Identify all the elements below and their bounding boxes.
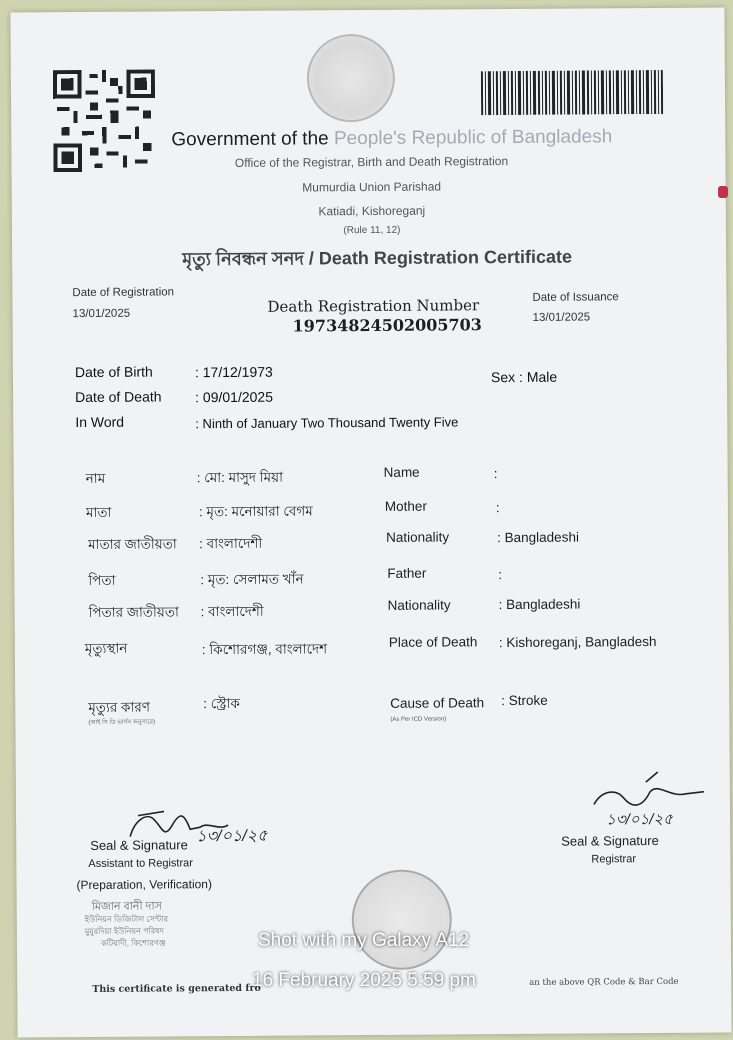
cause-note-bn: (আই সি ডি ভার্সন অনুসারে): [88, 719, 155, 726]
row-father-en-value: :: [498, 567, 503, 583]
row-cause-en-value: : Stroke: [501, 692, 548, 709]
row-name-en-label: Name: [383, 464, 420, 480]
dob-label: Date of Birth: [74, 363, 153, 381]
left-seal-label: Seal & Signature: [90, 837, 188, 853]
row-place-en-label: Place of Death: [388, 634, 478, 650]
row-mother-en-value: :: [495, 500, 500, 516]
row-fnat-en-value: : Bangladeshi: [498, 596, 581, 613]
right-role: Registrar: [591, 853, 637, 866]
barcode: [481, 70, 663, 115]
gov-line-b: People's Republic of Bangladesh: [333, 126, 613, 150]
row-father-bn-value: : মৃত: সেলামত খাঁন: [200, 571, 304, 588]
row-place-bn-label: মৃত্যুস্থান: [84, 640, 128, 657]
watermark-device: Shot with my Galaxy A12: [258, 930, 470, 951]
location-line: Katiadi, Kishoreganj: [318, 203, 426, 219]
left-stamp-line2: মুমুরদিয়া ইউনিয়ন পরিষদ: [84, 926, 164, 937]
issue-date-value: 13/01/2025: [532, 311, 591, 324]
row-mnat-en-value: : Bangladeshi: [497, 529, 579, 546]
row-cause-bn-label: মৃত্যুর কারণ: [88, 699, 151, 715]
left-stamp-name: মিজান বানী দাস: [91, 900, 162, 913]
row-name-bn-label: নাম: [85, 470, 106, 486]
right-seal-label: Seal & Signature: [561, 832, 659, 849]
row-fnat-bn-value: : বাংলাদেশী: [200, 603, 264, 620]
row-mnat-bn-value: : বাংলাদেশী: [199, 535, 263, 552]
union-parishad-seal: [351, 869, 452, 970]
cause-note-en: (As Per ICD Version): [390, 716, 447, 723]
reg-date-value: 13/01/2025: [72, 307, 131, 321]
footer-text-start: This certificate is generated fro: [92, 982, 261, 995]
assistant-handwritten-date: ১৩/০১/২৫: [196, 827, 268, 846]
row-cause-bn-value: : স্ট্রোক: [203, 695, 240, 712]
row-father-bn-label: পিতা: [88, 572, 116, 588]
row-fnat-bn-label: পিতার জাতীয়তা: [88, 604, 179, 620]
rule-line: (Rule 11, 12): [343, 224, 401, 237]
watermark-datetime: 16 February 2025 5:59 pm: [252, 970, 476, 991]
left-stamp-line1: ইউনিয়ন ডিজিটাল সেন্টার: [84, 914, 168, 925]
dob-value: : 17/12/1973: [194, 363, 273, 381]
issue-date-label: Date of Issuance: [532, 291, 619, 304]
row-cause-en-label: Cause of Death: [390, 695, 485, 711]
row-father-en-label: Father: [387, 565, 427, 581]
gov-line-a: Government of the: [171, 128, 329, 151]
left-role: Assistant to Registrar: [88, 857, 193, 870]
reg-number-value: 19734824502005703: [292, 315, 482, 336]
row-mnat-en-label: Nationality: [386, 529, 450, 545]
certificate-sheet: [10, 8, 731, 1038]
row-place-en-value: : Kishoreganj, Bangladesh: [498, 634, 657, 651]
sex-value: Sex : Male: [490, 368, 558, 386]
qr-code: [53, 69, 156, 172]
reg-number-label: Death Registration Number: [267, 296, 480, 316]
inword-value: : Ninth of January Two Thousand Twenty Five: [195, 414, 459, 432]
reg-date-label: Date of Registration: [72, 286, 175, 300]
dod-label: Date of Death: [75, 388, 162, 406]
row-mother-en-label: Mother: [384, 498, 427, 514]
government-seal: [307, 34, 396, 123]
row-mother-bn-value: : মৃত: মনোয়ারা বেগম: [198, 503, 313, 520]
government-heading: [171, 126, 612, 151]
row-name-bn-value: : মো: মাসুদ মিয়া: [196, 469, 284, 486]
row-mnat-bn-label: মাতার জাতীয়তা: [88, 536, 177, 552]
left-stamp-line3: কটিয়াদী, কিশোরগঞ্জ: [100, 938, 166, 948]
row-place-bn-value: : কিশোরগঞ্জ, বাংলাদেশ: [201, 641, 328, 658]
left-role2: (Preparation, Verification): [76, 877, 212, 893]
dod-value: : 09/01/2025: [195, 388, 274, 406]
union-line: Mumurdia Union Parishad: [302, 179, 442, 195]
row-fnat-en-label: Nationality: [387, 597, 451, 613]
registrar-handwritten-date: ১৩/০১/২৫: [606, 810, 673, 829]
certificate-title: মৃত্যু নিবন্ধন সনদ / Death Registration Certificate: [182, 246, 572, 270]
red-edge-mark: [718, 186, 728, 198]
footer-text-end: an the above QR Code & Bar Code: [529, 976, 679, 988]
office-line: Office of the Registrar, Birth and Death Registration: [234, 154, 509, 170]
row-mother-bn-label: মাতা: [85, 504, 112, 520]
row-name-en-value: :: [493, 466, 498, 482]
inword-label: In Word: [75, 413, 125, 431]
